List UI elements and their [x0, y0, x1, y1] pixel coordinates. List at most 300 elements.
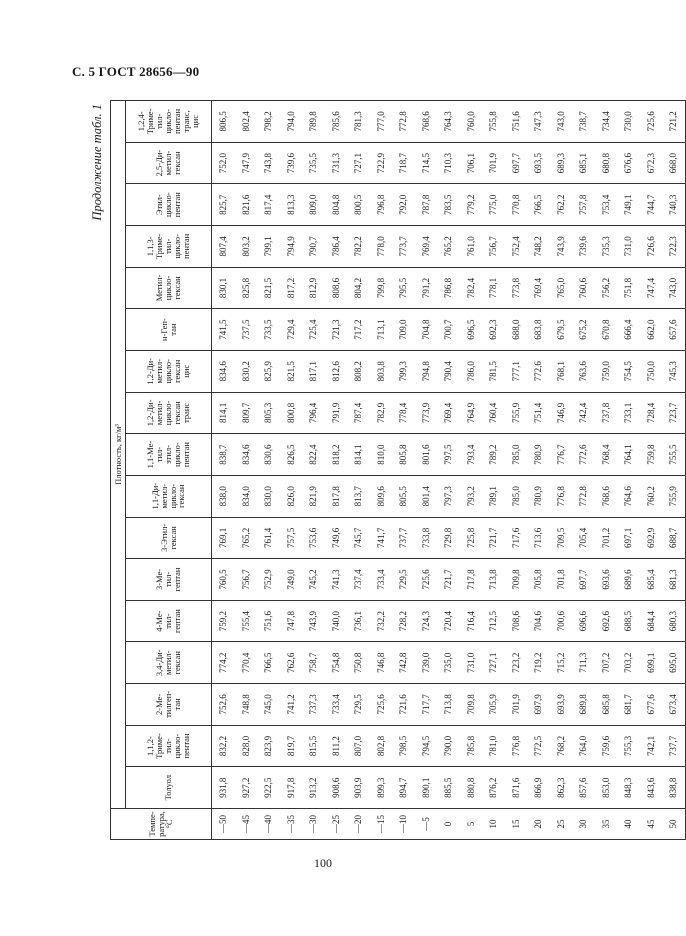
density-cell: 752,9 [257, 559, 280, 601]
temperature-cell: —20 [347, 809, 370, 840]
density-cell: 685,8 [595, 684, 618, 726]
density-cell: 818,2 [325, 434, 348, 476]
density-cell: 789,2 [482, 434, 505, 476]
density-cell: 732,2 [370, 600, 393, 642]
density-cell: 731,0 [617, 226, 640, 268]
table-row [235, 101, 258, 840]
density-cell: 696,6 [572, 600, 595, 642]
column-header: 1,2-Ди- метил- цикло- гексан цис [126, 350, 212, 392]
temperature-header: Темпе- ратура, °С [111, 809, 212, 840]
density-cell: 693,9 [550, 684, 573, 726]
temperature-cell: 10 [482, 809, 505, 840]
column-header: 3,4-Ди- метил- гексан [126, 642, 212, 684]
temperature-cell: —40 [257, 809, 280, 840]
density-cell: 711,3 [572, 642, 595, 684]
density-cell: 782,2 [347, 226, 370, 268]
temperature-cell: 50 [662, 809, 685, 840]
density-cell: 741,5 [212, 309, 235, 351]
density-cell: 785,0 [505, 475, 528, 517]
density-cell: 704,8 [415, 309, 438, 351]
density-cell: 785,6 [325, 101, 348, 143]
density-cell: 722,3 [662, 226, 685, 268]
density-cell: 752,4 [505, 226, 528, 268]
density-cell: 775,0 [482, 184, 505, 226]
density-cell: 721,7 [482, 517, 505, 559]
density-cell: 721,2 [662, 101, 685, 143]
density-cell: 700,7 [437, 309, 460, 351]
temperature-cell: —25 [325, 809, 348, 840]
density-cell: 809,0 [302, 184, 325, 226]
density-cell: 830,2 [235, 350, 258, 392]
density-cell: 772,6 [527, 350, 550, 392]
table-row [617, 101, 640, 840]
density-cell: 739,6 [280, 142, 303, 184]
density-cell: 753,4 [595, 184, 618, 226]
density-cell: 759,2 [212, 600, 235, 642]
density-cell: 862,3 [550, 767, 573, 809]
density-cell: 769,4 [415, 226, 438, 268]
density-cell: 737,7 [662, 725, 685, 767]
density-cell: 821,6 [235, 184, 258, 226]
density-cell: 763,6 [572, 350, 595, 392]
table-row [595, 101, 618, 840]
density-cell: 805,8 [392, 434, 415, 476]
density-cell: 746,9 [550, 392, 573, 434]
density-cell: 786,0 [460, 350, 483, 392]
density-cell: 768,6 [595, 475, 618, 517]
density-cell: 657,6 [662, 309, 685, 351]
density-cell: 812,9 [302, 267, 325, 309]
density-cell: 721,3 [325, 309, 348, 351]
density-cell: 737,5 [235, 309, 258, 351]
density-cell: 741,2 [280, 684, 303, 726]
density-cell: 721,7 [437, 559, 460, 601]
density-cell: 808,2 [347, 350, 370, 392]
density-cell: 759,6 [595, 725, 618, 767]
density-cell: 705,4 [572, 517, 595, 559]
density-cell: 780,9 [527, 434, 550, 476]
density-cell: 804,8 [325, 184, 348, 226]
column-header: 1,1,2- Триме- тил- цикло- пентан [126, 725, 212, 767]
density-cell: 737,8 [595, 392, 618, 434]
density-cell: 805,3 [257, 392, 280, 434]
density-cell: 800,5 [347, 184, 370, 226]
density-cell: 795,5 [392, 267, 415, 309]
density-cell: 834,6 [212, 350, 235, 392]
density-cell: 773,9 [415, 392, 438, 434]
density-cell: 821,9 [302, 475, 325, 517]
density-cell: 740,3 [662, 184, 685, 226]
density-cell: 744,7 [640, 184, 663, 226]
density-cell: 808,6 [325, 267, 348, 309]
temperature-cell: 25 [550, 809, 573, 840]
density-cell: 736,1 [347, 600, 370, 642]
density-cell: 760,4 [482, 392, 505, 434]
temperature-cell: 40 [617, 809, 640, 840]
density-cell: 817,4 [257, 184, 280, 226]
density-cell: 756,2 [595, 267, 618, 309]
density-cell: 755,5 [662, 434, 685, 476]
density-cell: 787,4 [347, 392, 370, 434]
density-cell: 806,5 [212, 101, 235, 143]
density-cell: 768,6 [415, 101, 438, 143]
density-cell: 726,6 [640, 226, 663, 268]
density-cell: 760,6 [572, 267, 595, 309]
density-cell: 782,9 [370, 392, 393, 434]
density-cell: 765,2 [235, 517, 258, 559]
page-header: С. 5 ГОСТ 28656—90 [72, 64, 200, 79]
density-cell: 825,7 [212, 184, 235, 226]
density-cell: 774,2 [212, 642, 235, 684]
density-cell: 737,4 [347, 559, 370, 601]
density-cell: 772,6 [572, 434, 595, 476]
density-cell: 772,8 [392, 101, 415, 143]
density-cell: 777,1 [505, 350, 528, 392]
density-cell: 817,2 [280, 267, 303, 309]
density-cell: 787,8 [415, 184, 438, 226]
density-cell: 793,4 [460, 434, 483, 476]
density-cell: 693,6 [595, 559, 618, 601]
column-header: 1,1-Ме- тил- этил- цикло- пентан [126, 434, 212, 476]
density-cell: 672,3 [640, 142, 663, 184]
density-cell: 814,1 [212, 392, 235, 434]
density-cell: 723,7 [662, 392, 685, 434]
density-cell: 693,5 [527, 142, 550, 184]
density-cell: 714,5 [415, 142, 438, 184]
table-row [550, 101, 573, 840]
column-header: 3-Ме- тил- гептан [126, 559, 212, 601]
density-cell: 785,0 [505, 434, 528, 476]
density-cell: 751,4 [527, 392, 550, 434]
density-cell: 765,2 [437, 226, 460, 268]
density-cell: 713,1 [370, 309, 393, 351]
density-cell: 680,3 [662, 600, 685, 642]
density-cell: 810,0 [370, 434, 393, 476]
temperature-cell: —5 [415, 809, 438, 840]
density-cell: 830,6 [257, 434, 280, 476]
density-cell: 826,0 [280, 475, 303, 517]
density-cell: 801,6 [415, 434, 438, 476]
density-cell: 751,8 [617, 267, 640, 309]
density-cell: 772,5 [527, 725, 550, 767]
table-row [347, 101, 370, 840]
density-cell: 733,5 [257, 309, 280, 351]
density-cell: 880,8 [460, 767, 483, 809]
density-cell: 692,3 [482, 309, 505, 351]
density-cell: 922,5 [257, 767, 280, 809]
density-cell: 733,8 [415, 517, 438, 559]
density-cell: 743,0 [550, 101, 573, 143]
density-cell: 765,0 [550, 267, 573, 309]
table-row [437, 101, 460, 840]
density-cell: 903,9 [347, 767, 370, 809]
column-header: 1,1,3- Триме- тил- цикло- пентан [126, 226, 212, 268]
density-cell: 704,6 [527, 600, 550, 642]
density-cell: 721,6 [392, 684, 415, 726]
density-cell: 931,8 [212, 767, 235, 809]
density-cell: 766,5 [257, 642, 280, 684]
density-cell: 696,5 [460, 309, 483, 351]
density-cell: 720,4 [437, 600, 460, 642]
density-cell: 917,8 [280, 767, 303, 809]
density-cell: 733,4 [370, 559, 393, 601]
density-cell: 675,2 [572, 309, 595, 351]
density-cell: 746,8 [370, 642, 393, 684]
rotated-table-region [90, 100, 679, 840]
density-cell: 769,4 [527, 267, 550, 309]
density-cell: 673,4 [662, 684, 685, 726]
density-cell: 799,1 [257, 226, 280, 268]
density-cell: 703,2 [617, 642, 640, 684]
density-cell: 760,0 [460, 101, 483, 143]
density-cell: 752,0 [212, 142, 235, 184]
density-cell: 728,4 [640, 392, 663, 434]
density-cell: 713,8 [437, 684, 460, 726]
density-cell: 876,2 [482, 767, 505, 809]
density-cell: 725,6 [370, 684, 393, 726]
density-cell: 791,9 [325, 392, 348, 434]
density-cell: 725,6 [415, 559, 438, 601]
density-cell: 815,5 [302, 725, 325, 767]
table-row [280, 101, 303, 840]
density-cell: 679,5 [550, 309, 573, 351]
density-cell: 780,9 [527, 475, 550, 517]
density-cell: 681,3 [662, 559, 685, 601]
density-cell: 700,6 [550, 600, 573, 642]
density-cell: 747,9 [235, 142, 258, 184]
density-cell: 759,8 [640, 434, 663, 476]
table-row [212, 101, 235, 840]
density-cell: 697,1 [617, 517, 640, 559]
temperature-cell: 35 [595, 809, 618, 840]
table-row [370, 101, 393, 840]
density-cell: 794,9 [280, 226, 303, 268]
density-cell: 798,5 [392, 725, 415, 767]
density-cell: 725,6 [640, 101, 663, 143]
density-cell: 830,0 [257, 475, 280, 517]
density-cell: 733,4 [325, 684, 348, 726]
density-cell: 751,6 [257, 600, 280, 642]
density-cell: 728,2 [392, 600, 415, 642]
temperature-cell: —15 [370, 809, 393, 840]
density-cell: 899,3 [370, 767, 393, 809]
density-cell: 794,0 [280, 101, 303, 143]
density-cell: 709,8 [460, 684, 483, 726]
table-container [90, 100, 679, 840]
density-cell: 797,3 [437, 475, 460, 517]
temperature-cell: 15 [505, 809, 528, 840]
density-cell: 735,3 [595, 226, 618, 268]
density-cell: 781,3 [347, 101, 370, 143]
density-cell: 731,0 [460, 642, 483, 684]
density-cell: 743,9 [550, 226, 573, 268]
temperature-cell: —50 [212, 809, 235, 840]
density-cell: 729,5 [392, 559, 415, 601]
density-cell: 713,8 [482, 559, 505, 601]
density-cell: 790,4 [437, 350, 460, 392]
density-cell: 706,1 [460, 142, 483, 184]
density-cell: 727,1 [347, 142, 370, 184]
density-cell: 776,8 [550, 475, 573, 517]
density-cell: 819,7 [280, 725, 303, 767]
density-cell: 758,7 [302, 642, 325, 684]
density-cell: 754,5 [617, 350, 640, 392]
density-cell: 871,6 [505, 767, 528, 809]
density-cell: 789,1 [482, 475, 505, 517]
density-cell: 749,0 [280, 559, 303, 601]
density-cell: 777,0 [370, 101, 393, 143]
density-cell: 749,6 [325, 517, 348, 559]
density-cell: 717,8 [460, 559, 483, 601]
density-cell: 853,0 [595, 767, 618, 809]
temperature-cell: 0 [437, 809, 460, 840]
density-cell: 773,8 [505, 267, 528, 309]
density-cell: 710,3 [437, 142, 460, 184]
density-cell: 764,3 [437, 101, 460, 143]
density-cell: 701,9 [505, 684, 528, 726]
density-cell: 822,4 [302, 434, 325, 476]
density-cell: 718,7 [392, 142, 415, 184]
density-cell: 825,9 [257, 350, 280, 392]
density-cell: 717,6 [505, 517, 528, 559]
density-cell: 683,8 [527, 309, 550, 351]
density-cell: 684,4 [640, 600, 663, 642]
density-cell: 697,7 [572, 559, 595, 601]
density-cell: 759,0 [595, 350, 618, 392]
density-cell: 707,2 [595, 642, 618, 684]
table-row [460, 101, 483, 840]
density-group-header: Плотность, кг/м³ [111, 101, 126, 809]
density-cell: 752,6 [212, 684, 235, 726]
density-cell: 857,6 [572, 767, 595, 809]
density-cell: 799,8 [370, 267, 393, 309]
column-header: 1,2-Ди- метил- цикло- гексан транс [126, 392, 212, 434]
density-cell: 778,4 [392, 392, 415, 434]
density-cell: 739,0 [415, 642, 438, 684]
density-cell: 697,9 [527, 684, 550, 726]
density-cell: 715,2 [550, 642, 573, 684]
density-cell: 738,7 [572, 101, 595, 143]
density-cell: 755,3 [617, 725, 640, 767]
density-cell: 834,0 [235, 475, 258, 517]
density-cell: 813,7 [347, 475, 370, 517]
density-cell: 689,3 [550, 142, 573, 184]
density-cell: 764,6 [617, 475, 640, 517]
density-cell: 745,0 [257, 684, 280, 726]
density-cell: 735,5 [302, 142, 325, 184]
density-cell: 685,1 [572, 142, 595, 184]
density-cell: 760,5 [212, 559, 235, 601]
density-cell: 817,8 [325, 475, 348, 517]
density-cell: 803,8 [370, 350, 393, 392]
density-cell: 689,6 [617, 559, 640, 601]
table-row [392, 101, 415, 840]
density-cell: 821,5 [280, 350, 303, 392]
density-cell: 689,8 [572, 684, 595, 726]
density-cell: 764,0 [572, 725, 595, 767]
density-cell: 762,6 [280, 642, 303, 684]
density-cell: 701,9 [482, 142, 505, 184]
density-cell: 779,2 [460, 184, 483, 226]
density-cell: 745,2 [302, 559, 325, 601]
density-cell: 890,1 [415, 767, 438, 809]
density-cell: 741,7 [370, 517, 393, 559]
density-cell: 838,0 [212, 475, 235, 517]
density-cell: 825,8 [235, 267, 258, 309]
density-cell: 800,8 [280, 392, 303, 434]
density-cell: 802,4 [235, 101, 258, 143]
density-cell: 769,1 [212, 517, 235, 559]
density-cell: 740,0 [325, 600, 348, 642]
density-cell: 761,0 [460, 226, 483, 268]
density-cell: 666,4 [617, 309, 640, 351]
density-cell: 817,1 [302, 350, 325, 392]
density-cell: 823,9 [257, 725, 280, 767]
table-row [527, 101, 550, 840]
density-cell: 755,9 [505, 392, 528, 434]
density-cell: 766,5 [527, 184, 550, 226]
column-header: 1,1-Ди- метил- цикло- гексан [126, 475, 212, 517]
temperature-cell: 45 [640, 809, 663, 840]
density-cell: 832,2 [212, 725, 235, 767]
density-cell: 729,8 [437, 517, 460, 559]
density-cell: 776,7 [550, 434, 573, 476]
density-cell: 750,0 [640, 350, 663, 392]
density-cell: 807,4 [212, 226, 235, 268]
density-cell: 794,5 [415, 725, 438, 767]
density-cell: 730,0 [617, 101, 640, 143]
density-cell: 805,5 [392, 475, 415, 517]
density-cell: 725,8 [460, 517, 483, 559]
density-cell: 688,5 [617, 600, 640, 642]
density-cell: 894,7 [392, 767, 415, 809]
density-cell: 796,4 [302, 392, 325, 434]
density-cell: 801,4 [415, 475, 438, 517]
density-cell: 762,2 [550, 184, 573, 226]
density-cell: 668,0 [662, 142, 685, 184]
density-cell: 723,2 [505, 642, 528, 684]
density-cell: 768,4 [595, 434, 618, 476]
density-cell: 785,8 [460, 725, 483, 767]
density-cell: 764,9 [460, 392, 483, 434]
density-cell: 699,1 [640, 642, 663, 684]
density-cell: 701,8 [550, 559, 573, 601]
density-cell: 803,2 [235, 226, 258, 268]
density-cell: 731,3 [325, 142, 348, 184]
density-cell: 747,4 [640, 267, 663, 309]
column-header: Толуол [126, 767, 212, 809]
column-header: Этил- цикло- пентан [126, 184, 212, 226]
density-cell: 754,8 [325, 642, 348, 684]
density-cell: 838,7 [212, 434, 235, 476]
density-table [110, 100, 686, 840]
density-cell: 662,0 [640, 309, 663, 351]
density-cell: 709,8 [505, 559, 528, 601]
density-cell: 747,3 [527, 101, 550, 143]
density-cell: 927,2 [235, 767, 258, 809]
column-header: 3-Этил- гексан [126, 517, 212, 559]
density-cell: 828,0 [235, 725, 258, 767]
table-row [572, 101, 595, 840]
density-cell: 814,1 [347, 434, 370, 476]
density-cell: 724,3 [415, 600, 438, 642]
density-cell: 755,9 [662, 475, 685, 517]
column-header: 4-Ме- тил- гептан [126, 600, 212, 642]
density-cell: 770,8 [505, 184, 528, 226]
density-cell: 768,2 [550, 725, 573, 767]
density-cell: 742,1 [640, 725, 663, 767]
temperature-cell: —45 [235, 809, 258, 840]
